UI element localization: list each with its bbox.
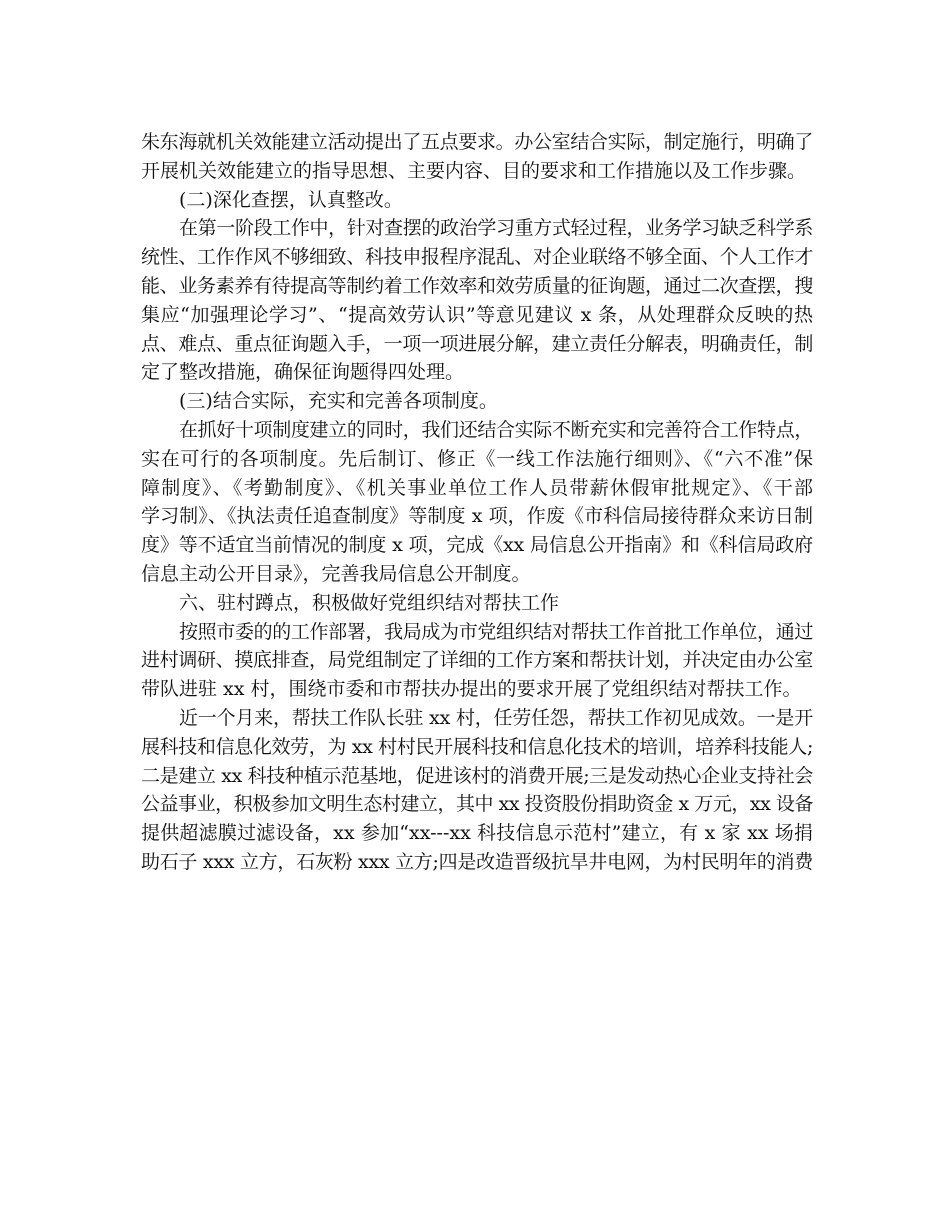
text-line: 助石子 xxx 立方，石灰粉 xxx 立方;四是改造晋级抗旱井电网，为村民明年的消费 bbox=[141, 850, 813, 873]
text-line: 开展机关效能建立的指导思想、主要内容、目的要求和工作措施以及工作步骤。 bbox=[141, 159, 807, 182]
text-line: 在第一阶段工作中，针对查摆的政治学习重方式轻过程，业务学习缺乏科学系 bbox=[179, 217, 813, 240]
text-line: (二)深化查摆，认真整改。 bbox=[179, 188, 403, 211]
text-line: 信息主动公开目录》，完善我局信息公开制度。 bbox=[141, 562, 531, 585]
text-line: 点、难点、重点征询题入手，一项一项进展分解，建立责任分解表，明确责任，制 bbox=[141, 332, 813, 355]
text-line: 六、驻村蹲点，积极做好党组织结对帮扶工作 bbox=[179, 591, 560, 614]
text-line: 统性、工作作风不够细致、科技申报程序混乱、对企业联络不够全面、个人工作才 bbox=[141, 246, 813, 269]
text-line: 朱东海就机关效能建立活动提出了五点要求。办公室结合实际，制定施行，明确了 bbox=[141, 131, 813, 153]
text-line: 按照市委的的工作部署，我局成为市党组织结对帮扶工作首批工作单位，通过 bbox=[179, 620, 813, 643]
document-body bbox=[141, 128, 813, 877]
text-line: 能、业务素养有待提高等制约着工作效率和效劳质量的征询题，通过二次查摆，搜 bbox=[141, 274, 813, 297]
text-line: 二是建立 xx 科技种植示范基地，促进该村的消费开展;三是发动热心企业支持社会 bbox=[141, 764, 813, 787]
text-line: 展科技和信息化效劳，为 xx 村村民开展科技和信息化技术的培训，培养科技能人; bbox=[141, 735, 813, 758]
text-line: 障制度》、《考勤制度》、《机关事业单位工作人员带薪休假审批规定》、《干部 bbox=[141, 476, 813, 499]
text-line: 学习制》、《执法责任追查制度》等制度 x 项，作废《市科信局接待群众来访日制 bbox=[141, 505, 813, 528]
text-line: 实在可行的各项制度。先后制订、修正《一线工作法施行细则》、《“六不准”保 bbox=[141, 447, 813, 470]
text-line: 度》等不适宜当前情况的制度 x 项，完成《xx 局信息公开指南》和《科信局政府 bbox=[141, 534, 813, 557]
text-line: 近一个月来，帮扶工作队长驻 xx 村，任劳任怨，帮扶工作初见成效。一是开 bbox=[179, 706, 813, 729]
text-line: (三)结合实际，充实和完善各项制度。 bbox=[179, 390, 498, 413]
text-line: 带队进驻 xx 村，围绕市委和市帮扶办提出的要求开展了党组织结对帮扶工作。 bbox=[141, 678, 802, 701]
text-line: 公益事业，积极参加文明生态村建立，其中 xx 投资股份捐助资金 x 万元，xx 设备 bbox=[141, 793, 813, 816]
text-line: 提供超滤膜过滤设备，xx 参加“xx---xx 科技信息示范村”建立，有 x 家 xx 场捐 bbox=[141, 822, 813, 845]
text-line: 在抓好十项制度建立的同时，我们还结合实际不断充实和完善符合工作特点， bbox=[179, 418, 813, 441]
text-line: 集应“加强理论学习”、“提高效劳认识”等意见建议 x 条，从处理群众反映的热 bbox=[141, 303, 813, 326]
text-line: 进村调研、摸底排查，局党组制定了详细的工作方案和帮扶计划，并决定由办公室 bbox=[141, 649, 813, 672]
text-line: 定了整改措施，确保征询题得四处理。 bbox=[141, 361, 465, 384]
